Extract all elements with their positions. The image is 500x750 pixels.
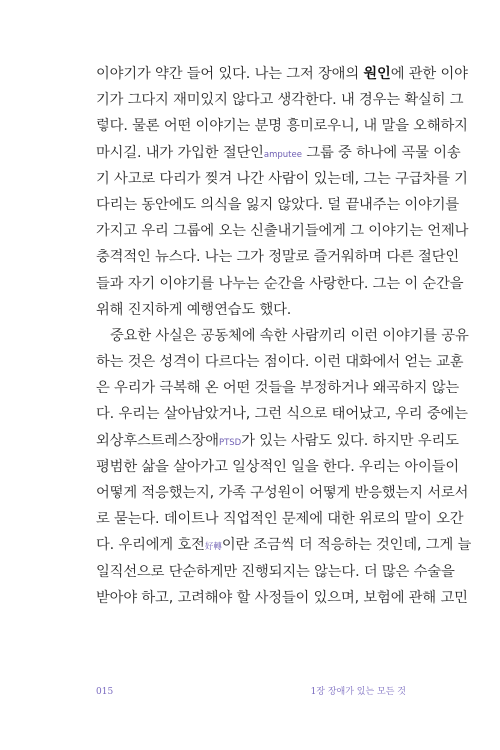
body-text — [96, 61, 472, 611]
text-line: 로 묻는다. 데이트나 직업적인 문제에 대한 위로의 말이 오간 — [96, 511, 464, 528]
gloss-annotation: PTSD — [218, 437, 242, 448]
text-line: 은 우리가 극복해 온 어떤 것들을 부정하거나 왜곡하지 않는 — [96, 380, 460, 397]
text-line: 다리는 동안에도 의식을 잃지 않았다. 덜 끝내주는 이야기를 — [96, 196, 460, 213]
text-line: 어떻게 적응했는지, 가족 구성원이 어떻게 반응했는지 서로서 — [96, 485, 469, 501]
text-line: 다. 우리에게 호전好轉이란 조금씩 더 적응하는 것인데, 그게 늘 — [96, 537, 472, 554]
chapter-title: 1장 장애가 있는 모든 것 — [310, 687, 406, 697]
page-number: 015 — [96, 687, 114, 697]
text-line: 들과 자기 이야기를 나누는 순간을 사랑한다. 그는 이 순간을 — [96, 275, 464, 292]
text-line: 렇다. 물론 어떤 이야기는 분명 흥미로우니, 내 말을 오해하지 — [96, 118, 468, 135]
text-line: 마시길. 내가 가입한 절단인amputee 그룹 중 하나에 곡물 이송 — [96, 144, 461, 161]
emphasized-word: 원인 — [363, 66, 391, 82]
text-line: 외상후스트레스장애PTSD가 있는 사람도 있다. 하지만 우리도 — [96, 432, 459, 449]
text-line: 다. 우리는 살아남았거나, 그런 식으로 태어났고, 우리 중에는 — [96, 406, 468, 423]
gloss-annotation: 好轉 — [204, 542, 222, 553]
text-line: 기 사고로 다리가 찢겨 나간 사람이 있는데, 그는 구급차를 기 — [96, 170, 468, 187]
text-line: 가지고 우리 그룹에 오는 신출내기들에게 그 이야기는 언제나 — [96, 223, 469, 240]
text-line: 평범한 삶을 살아가고 일상적인 일을 한다. 우리는 아이들이 — [96, 458, 460, 475]
text-line: 받아야 하고, 고려해야 할 사정들이 있으며, 보험에 관해 고민 — [96, 589, 468, 606]
text-line: 충격적인 뉴스다. 나는 그가 정말로 즐거워하며 다른 절단인 — [96, 249, 460, 266]
text-line: 위해 진지하게 예행연습도 했다. — [96, 301, 292, 318]
text-line: 기가 그다지 재미있지 않다고 생각한다. 내 경우는 확실히 그 — [96, 92, 464, 109]
text-line: 이야기가 약간 들어 있다. 나는 그저 장애의 원인에 관한 이야 — [96, 66, 468, 82]
text-line: 일직선으로 단순하게만 진행되지는 않는다. 더 많은 수술을 — [96, 563, 455, 580]
text-line: 하는 것은 성격이 다르다는 점이다. 이런 대화에서 얻는 교훈 — [96, 354, 464, 371]
gloss-annotation: amputee — [263, 149, 302, 160]
text-line: 중요한 사실은 공동체에 속한 사람끼리 이런 이야기를 공유 — [110, 327, 469, 344]
